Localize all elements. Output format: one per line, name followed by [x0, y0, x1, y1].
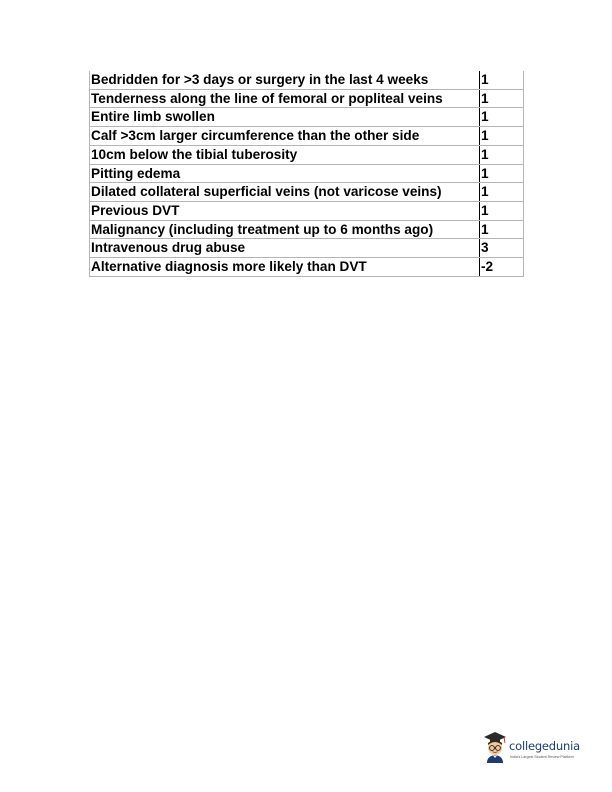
points-cell: 1 [480, 201, 524, 220]
table-row [90, 164, 524, 183]
points-cell: 1 [480, 145, 524, 164]
criterion-cell: Tenderness along the line of femoral or popliteal veins [90, 89, 480, 108]
points-cell: 1 [480, 183, 524, 202]
criterion-cell: Pitting edema [90, 164, 480, 183]
table-row [90, 71, 524, 89]
table-row [90, 220, 524, 239]
table-row [90, 183, 524, 202]
criterion-cell: Malignancy (including treatment up to 6 months ago) [90, 220, 480, 239]
logo-tagline: India's Largest Student Review Platform [510, 755, 574, 759]
table-row [90, 201, 524, 220]
criterion-cell: Intravenous drug abuse [90, 239, 480, 258]
table-row [90, 239, 524, 258]
criterion-cell: 10cm below the tibial tuberosity [90, 145, 480, 164]
table-row [90, 89, 524, 108]
table-row [90, 258, 524, 277]
points-cell: -2 [480, 258, 524, 277]
table-row [90, 127, 524, 146]
criterion-cell: Bedridden for >3 days or surgery in the last 4 weeks [90, 71, 480, 89]
points-cell: 1 [480, 127, 524, 146]
graduate-mascot-icon [482, 730, 508, 764]
points-cell: 1 [480, 89, 524, 108]
criterion-cell: Previous DVT [90, 201, 480, 220]
criterion-cell: Alternative diagnosis more likely than DVT [90, 258, 480, 277]
table-row [90, 145, 524, 164]
points-cell: 1 [480, 71, 524, 89]
points-cell: 1 [480, 108, 524, 127]
criterion-cell: Entire limb swollen [90, 108, 480, 127]
collegedunia-logo [482, 730, 582, 766]
logo-name: collegedunia [509, 739, 580, 753]
points-cell: 1 [480, 164, 524, 183]
points-cell: 1 [480, 220, 524, 239]
points-cell: 3 [480, 239, 524, 258]
dvt-score-table [89, 71, 524, 277]
table-row [90, 108, 524, 127]
criterion-cell: Dilated collateral superficial veins (not varicose veins) [90, 183, 480, 202]
criterion-cell: Calf >3cm larger circumference than the other side [90, 127, 480, 146]
